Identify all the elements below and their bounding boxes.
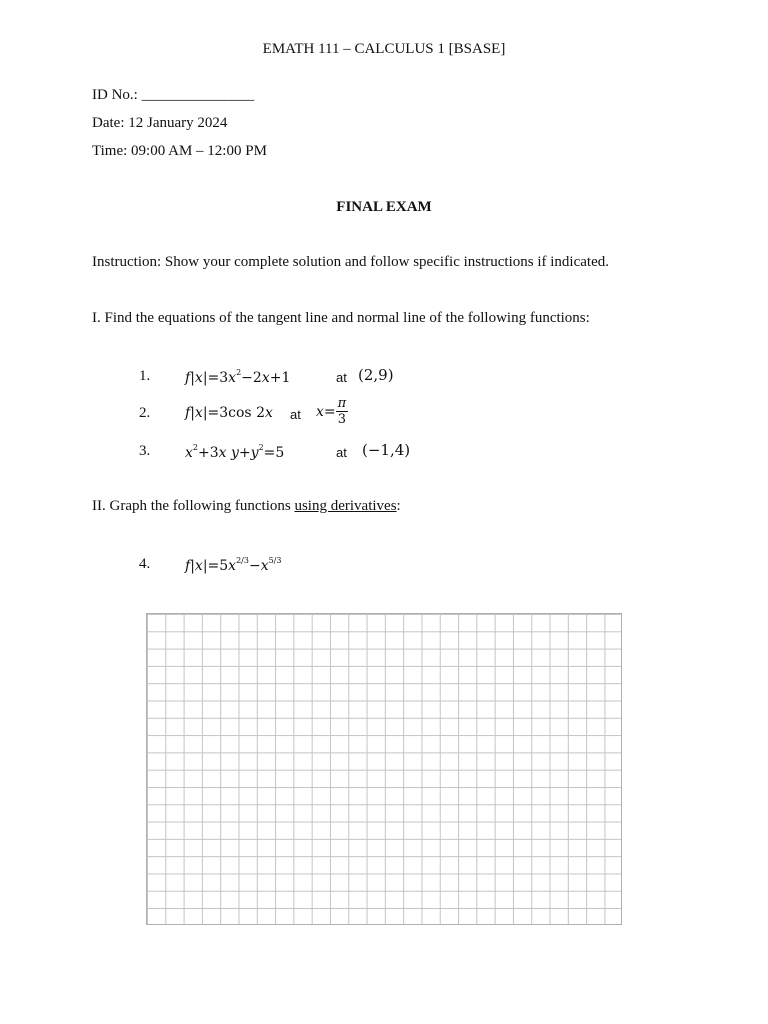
- exam-time: Time: 09:00 AM – 12:00 PM: [92, 143, 267, 159]
- part-two-heading: II. Graph the following functions using derivatives:: [92, 498, 401, 514]
- item-number-1: 1.: [139, 368, 151, 384]
- exam-title: FINAL EXAM: [336, 199, 432, 215]
- item-2-at: at: [290, 407, 301, 422]
- item-2-point: x= $\frac{\pi}{3}$: [316, 396, 347, 427]
- item-2-function: f|x|=3cos 2x: [185, 405, 273, 421]
- id-number-field: ID No.: _______________: [92, 87, 255, 103]
- item-1-point: (2,9): [358, 366, 394, 384]
- item-3-point: (−1,4): [362, 441, 411, 459]
- item-3-at: at: [336, 445, 347, 460]
- part-one-heading: I. Find the equations of the tangent line and normal line of the following functions:: [92, 310, 590, 326]
- item-number-3: 3.: [139, 443, 151, 459]
- graph-grid-paper: [146, 613, 622, 925]
- exam-date: Date: 12 January 2024: [92, 115, 228, 131]
- item-1-function: $f|x|=3x^2-2x+1$: [185, 368, 291, 386]
- course-title: EMATH 111 – CALCULUS 1 [BSASE]: [262, 41, 506, 57]
- item-3-function: $x^2+3x$ $y+y^2=5$: [185, 443, 285, 461]
- item-number-2: 2.: [139, 405, 151, 421]
- underlined-phrase: using derivatives: [294, 498, 397, 514]
- item-number-4: 4.: [139, 556, 151, 572]
- instruction-text: Instruction: Show your complete solution and follow specific instructions if indicated.: [92, 254, 609, 270]
- item-1-at: at: [336, 370, 347, 385]
- item-4-function: $f|x|=5x^{2/3}-x^{5/3}$: [185, 556, 282, 574]
